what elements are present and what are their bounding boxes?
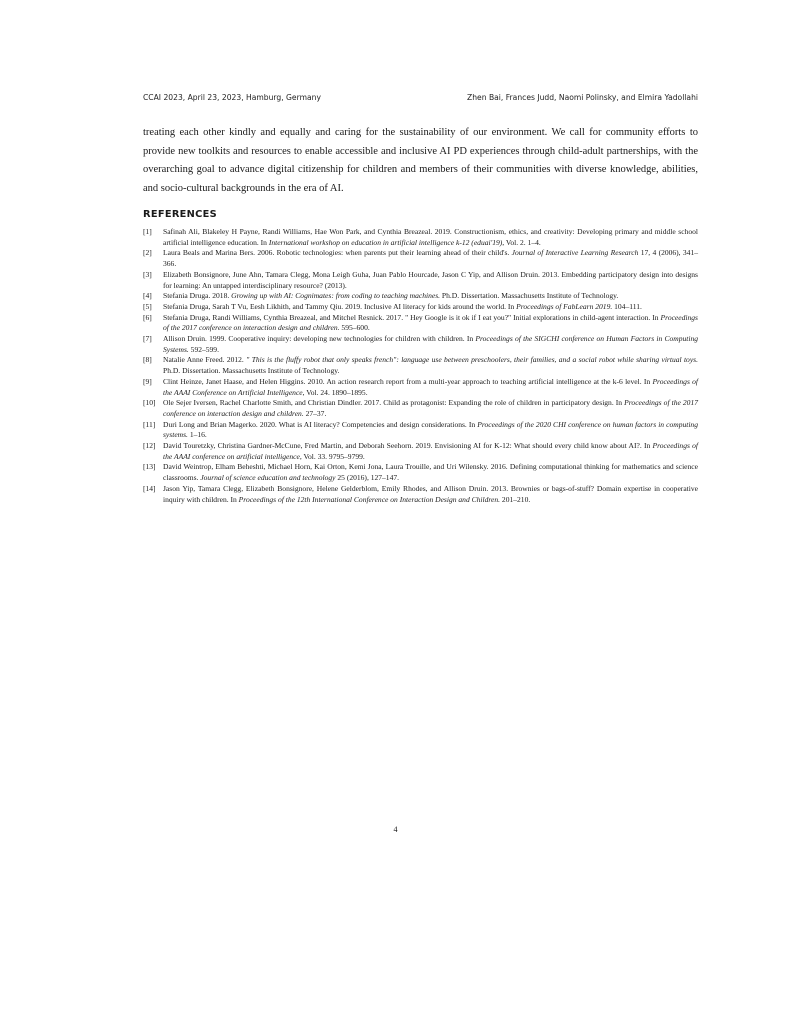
reference-text: Duri Long and Brian Magerko. 2020. What is AI literacy? Competencies and design considerations. In bbox=[163, 419, 478, 429]
reference-details: Ph.D. Dissertation. Massachusetts Institute of Technology. bbox=[163, 366, 340, 376]
reference-details: 104–111. bbox=[612, 301, 642, 311]
reference-number: [12] bbox=[143, 441, 156, 451]
reference-number: [8] bbox=[143, 355, 152, 365]
reference-venue: International workshop on education in artificial intelligence k-12 (eduai'19) bbox=[268, 237, 503, 247]
reference-venue: " This is the fluffy robot that only speaks french": language use between preschoolers, their families, and a social robot while sharing virtual toys. bbox=[246, 355, 698, 365]
reference-item bbox=[143, 420, 698, 441]
reference-details: 592–599. bbox=[188, 344, 219, 354]
reference-number: [7] bbox=[143, 334, 152, 344]
reference-item bbox=[143, 302, 698, 313]
reference-number: [6] bbox=[143, 312, 152, 322]
reference-venue: Proceedings of the 12th International Conference on Interaction Design and Children. bbox=[238, 494, 501, 504]
reference-number: [11] bbox=[143, 419, 156, 429]
body-paragraph: treating each other kindly and equally and caring for the sustainability of our environment. We call for community efforts to provide new toolkits and resources to enable accessible and inclusive AI PD experiences through child-adult partnerships, with the overarching goal to advance digital citizenship for children and members of their communities with diverse knowledge, abilities, and socio-cultural backgrounds in the era of AI. bbox=[143, 127, 698, 195]
header-authors: Zhen Bai, Frances Judd, Naomi Polinsky, and Elmira Yadollahi bbox=[467, 93, 698, 102]
reference-item bbox=[143, 248, 698, 269]
reference-details: 17, 4 (2006), 341–366. bbox=[163, 248, 698, 269]
reference-number: [2] bbox=[143, 248, 152, 258]
reference-details: , Vol. 2. 1–4. bbox=[502, 237, 541, 247]
reference-text: David Touretzky, Christina Gardner-McCune, Fred Martin, and Deborah Seehorn. 2019. Envisioning AI for K-12: What should every child know about AI?. In bbox=[163, 441, 653, 451]
reference-venue: Proceedings of the 2020 CHI conference on human factors in computing systems. bbox=[163, 419, 698, 440]
reference-venue: Journal of Interactive Learning Research bbox=[511, 248, 639, 258]
reference-text: Ole Sejer Iversen, Rachel Charlotte Smith, and Christian Dindler. 2017. Child as protagonist: Expanding the role of children in participatory design. In bbox=[163, 398, 625, 408]
reference-item bbox=[143, 334, 698, 355]
reference-item bbox=[143, 398, 698, 419]
reference-item bbox=[143, 484, 698, 505]
reference-number: [13] bbox=[143, 462, 156, 472]
reference-item bbox=[143, 377, 698, 398]
reference-venue: Proceedings of the SIGCHI conference on Human Factors in Computing Systems. bbox=[163, 334, 698, 354]
reference-text: Natalie Anne Freed. 2012. bbox=[163, 355, 247, 365]
reference-text: Stefania Druga. 2018. bbox=[163, 291, 232, 301]
reference-item bbox=[143, 462, 698, 483]
reference-item bbox=[143, 355, 698, 376]
reference-text: David Weintrop, Elham Beheshti, Michael Horn, Kai Orton, Kemi Jona, Laura Trouille, and Uri Wilensky. 2016. Defining computational thinking for mathematics and science classrooms. bbox=[163, 462, 698, 483]
reference-number: [3] bbox=[143, 269, 152, 279]
reference-item bbox=[143, 291, 698, 302]
reference-item bbox=[143, 270, 698, 291]
reference-text: Stefania Druga, Sarah T Vu, Eesh Likhith, and Tammy Qiu. 2019. Inclusive AI literacy for kids around the world. In bbox=[163, 301, 517, 311]
reference-venue: Proceedings of the 2017 conference on interaction design and children. bbox=[163, 312, 698, 333]
reference-details: 25 (2016), 127–147. bbox=[335, 473, 400, 483]
reference-number: [4] bbox=[143, 291, 152, 301]
reference-number: [5] bbox=[143, 301, 152, 311]
reference-details: 595–600. bbox=[339, 323, 370, 333]
reference-number: [1] bbox=[143, 227, 152, 236]
reference-venue: Proceedings of the 2017 conference on interaction design and children. bbox=[163, 398, 698, 418]
reference-text: Safinah Ali, Blakeley H Payne, Randi Williams, Hae Won Park, and Cynthia Breazeal. 2019. Constructionism, ethics, and creativity: Developing primary and middle school artificial intelligence education. In bbox=[163, 227, 698, 247]
reference-number: [10] bbox=[143, 398, 156, 408]
reference-venue: Growing up with AI: Cognimates: from coding to teaching machines. bbox=[231, 291, 441, 301]
reference-venue: Journal of science education and technology bbox=[200, 473, 336, 483]
reference-details: 1–16. bbox=[187, 430, 207, 440]
reference-venue: Proceedings of the AAAI Conference on Artificial Intelligence bbox=[163, 376, 699, 397]
reference-details: 27–37. bbox=[303, 408, 327, 418]
reference-number: [9] bbox=[143, 376, 152, 386]
reference-list bbox=[143, 227, 698, 505]
reference-venue: Proceedings of the AAAI conference on artificial intelligence bbox=[163, 441, 698, 461]
reference-number: [14] bbox=[143, 483, 156, 493]
reference-venue: Proceedings of FabLearn 2019. bbox=[516, 301, 613, 311]
reference-text: Allison Druin. 1999. Cooperative inquiry: developing new technologies for children with children. In bbox=[163, 334, 476, 344]
reference-details: Ph.D. Dissertation. Massachusetts Institute of Technology. bbox=[440, 291, 619, 301]
reference-text: Laura Beals and Marina Bers. 2006. Robotic technologies: when parents put their learning ahead of their child's. bbox=[163, 248, 512, 258]
reference-item bbox=[143, 441, 698, 462]
reference-item bbox=[143, 227, 698, 248]
reference-text: Clint Heinze, Janet Haase, and Helen Higgins. 2010. An action research report from a multi-year approach to teaching artificial intelligence at the k-6 level. In bbox=[163, 376, 653, 386]
reference-item bbox=[143, 313, 698, 334]
reference-details: , Vol. 33. 9795–9799. bbox=[299, 451, 365, 461]
reference-text: Stefania Druga, Randi Williams, Cynthia Breazeal, and Mitchel Resnick. 2017. " Hey Google is it ok if I eat you?" Initial explorations in child-agent interaction. In bbox=[163, 312, 661, 322]
reference-details: 201–210. bbox=[500, 494, 531, 504]
reference-text: Jason Yip, Tamara Clegg, Elizabeth Bonsignore, Helene Gelderblom, Emily Rhodes, and Allison Druin. 2013. Brownies or bags-of-stuff? Domain expertise in cooperative inquiry with children. In bbox=[163, 483, 698, 504]
header-venue: CCAI 2023, April 23, 2023, Hamburg, Germany bbox=[143, 93, 321, 102]
reference-text: Elizabeth Bonsignore, June Ahn, Tamara Clegg, Mona Leigh Guha, Juan Pablo Hourcade, Jason C Yip, and Allison Druin. 2013. Embedding participatory design into designs for learning: An untapped interdisciplinary resource? (2013). bbox=[163, 269, 698, 290]
references-heading: REFERENCES bbox=[143, 209, 217, 220]
reference-details: , Vol. 24. 1890–1895. bbox=[302, 387, 368, 397]
page-number: 4 bbox=[393, 825, 398, 834]
